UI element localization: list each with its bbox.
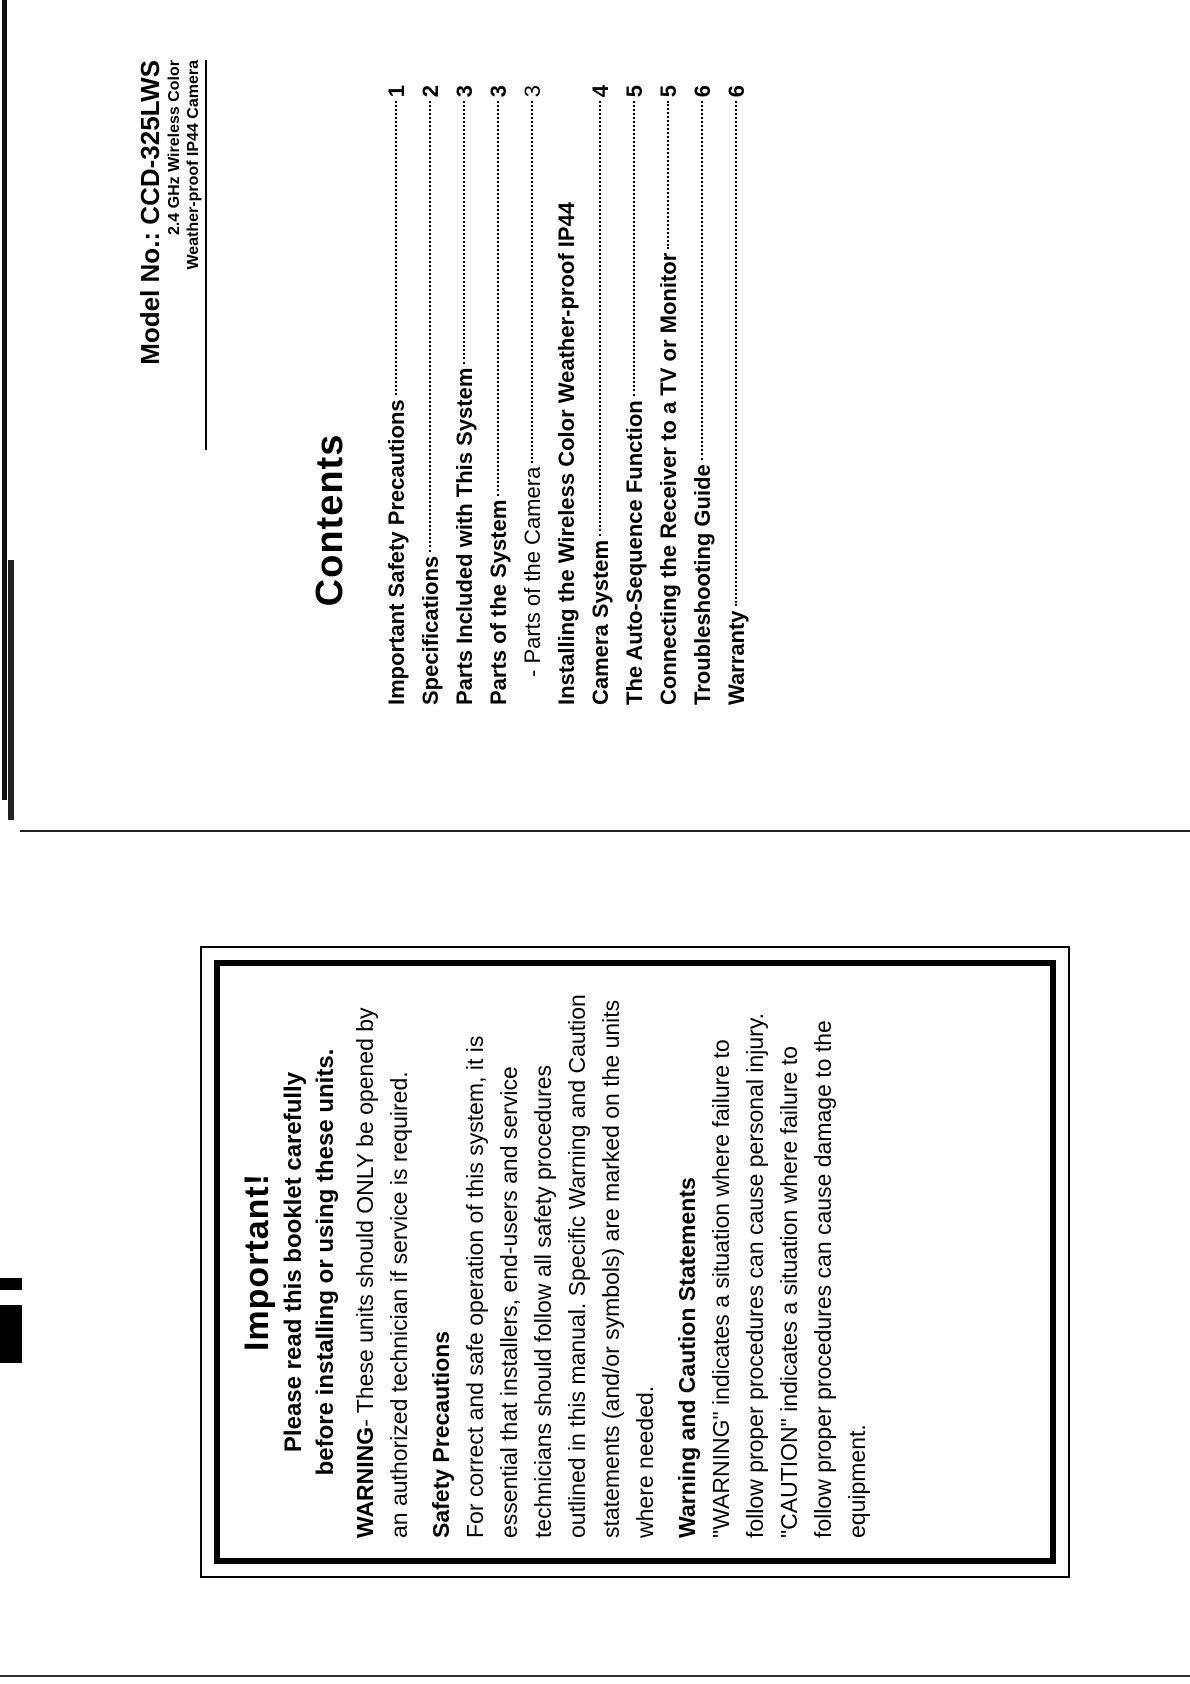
important-notice-frame <box>214 960 1056 1564</box>
toc-leader <box>599 101 601 536</box>
toc-leader <box>735 101 737 606</box>
toc-leader <box>701 101 703 460</box>
toc-page: 1 <box>384 85 409 98</box>
toc-label: Troubleshooting Guide <box>690 464 715 705</box>
toc-page: 5 <box>622 85 647 98</box>
toc-page: 3 <box>452 85 477 98</box>
warning-paragraph <box>348 986 416 1538</box>
toc-item[interactable] <box>414 85 448 705</box>
toc-item[interactable] <box>720 85 754 705</box>
important-title: Important! <box>238 1172 276 1352</box>
important-subtitle-line1: Please read this booklet carefully <box>280 1071 307 1453</box>
important-notice-box <box>200 946 1070 1578</box>
model-header <box>135 60 207 450</box>
toc-label: Important Safety Precautions <box>384 399 409 705</box>
warning-statement: "WARNING" indicates a situation where failure to follow proper procedures can cause personal injury. <box>708 1012 768 1538</box>
important-subtitle-line2: before installing or using these units. <box>312 1048 339 1476</box>
toc-leader <box>633 101 635 396</box>
toc-item[interactable] <box>584 85 618 705</box>
toc-page: 4 <box>588 85 613 98</box>
registration-mark <box>0 1305 22 1363</box>
warning-caution-heading: Warning and Caution Statements <box>674 1177 700 1538</box>
toc-item[interactable] <box>550 85 584 705</box>
toc-label: Specifications <box>418 555 443 705</box>
registration-mark <box>0 1278 22 1290</box>
toc-item[interactable] <box>448 85 482 705</box>
toc-leader <box>429 101 431 552</box>
toc-page: 2 <box>418 85 443 98</box>
toc-page: 6 <box>724 85 749 98</box>
toc-item[interactable] <box>618 85 652 705</box>
page-fold-line <box>20 830 1190 832</box>
model-number: Model No.: CCD-325LWS <box>135 60 165 365</box>
page-bottom-line <box>0 1675 1190 1677</box>
scan-edge-shadow <box>8 560 14 820</box>
toc-label: Warranty <box>724 610 749 705</box>
important-subtitle <box>278 986 342 1538</box>
toc-label: - Parts of the Camera <box>520 466 545 677</box>
model-description-line1: 2.4 GHz Wireless Color <box>166 60 183 236</box>
toc-item[interactable] <box>652 85 686 705</box>
toc-subitem[interactable] <box>516 85 550 705</box>
warning-text: - These units should ONLY be opened by an authorized technician if service is required. <box>352 1007 412 1538</box>
toc-item[interactable] <box>380 85 414 705</box>
table-of-contents <box>380 85 754 705</box>
caution-statement: "CAUTION" indicates a situation where failure to follow proper procedures can cause damage to the equipment. <box>776 1020 870 1538</box>
model-description-line2: Weather-proof IP44 Camera <box>185 60 202 270</box>
toc-label: Parts Included with This System <box>452 367 477 705</box>
toc-label: Parts of the System <box>486 499 511 705</box>
toc-label: Connecting the Receiver to a TV or Monitor <box>656 252 681 705</box>
toc-label: Installing the Wireless Color Weather-proof IP44 <box>554 201 579 705</box>
toc-leader <box>395 101 397 395</box>
toc-item[interactable] <box>686 85 720 705</box>
toc-item[interactable] <box>482 85 516 705</box>
toc-leader <box>463 101 465 363</box>
safety-text: For correct and safe operation of this system, it is essential that installers, end-users and service technicians should follow all safety procedures outlined in this manual. Specific Warning and Caution statements (and/or symbols) are marked on the units where needed. <box>462 994 658 1538</box>
warning-label: WARNING <box>352 1426 378 1538</box>
toc-page: 6 <box>690 85 715 98</box>
toc-page: 3 <box>520 85 545 98</box>
contents-title: Contents <box>309 433 351 607</box>
toc-label: The Auto-Sequence Function <box>622 400 647 705</box>
toc-leader <box>667 101 669 248</box>
toc-label: Camera System <box>588 539 613 705</box>
toc-leader <box>497 101 499 495</box>
toc-page: 3 <box>486 85 511 98</box>
model-underline <box>205 60 207 450</box>
toc-leader <box>531 101 533 462</box>
toc-page: 5 <box>656 85 681 98</box>
safety-heading: Safety Precautions <box>428 1330 454 1538</box>
scan-edge <box>2 0 7 800</box>
